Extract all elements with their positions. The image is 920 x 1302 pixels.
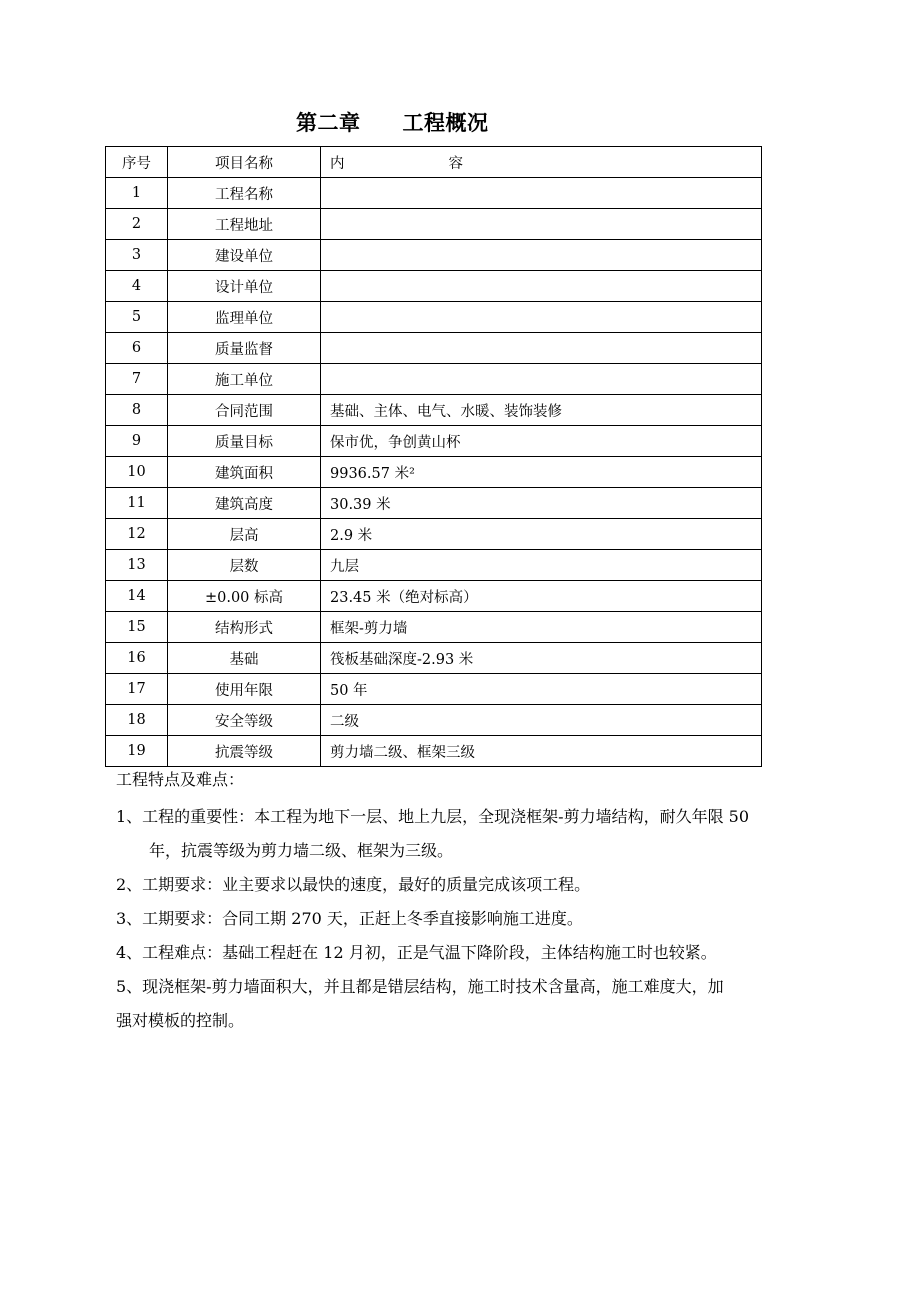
header-content-b: 容	[448, 155, 463, 172]
feature-line: 5、现浇框架-剪力墙面积大，并且都是错层结构，施工时技术含量高，施工难度大，加	[116, 977, 724, 996]
row-no: 2	[106, 209, 168, 240]
feature-line: 3、工期要求：合同工期 270 天，正赶上冬季直接影响施工进度。	[116, 909, 583, 928]
row-content: 9936.57 米²	[321, 457, 762, 488]
row-content: 剪力墙二级、框架三级	[321, 736, 762, 767]
row-no: 5	[106, 302, 168, 333]
feature-line-continued: 年，抗震等级为剪力墙二级、框架为三级。	[149, 841, 454, 860]
header-content	[321, 147, 762, 178]
table-row	[106, 178, 762, 209]
row-name: 建筑面积	[168, 457, 321, 488]
project-overview-table	[105, 146, 762, 767]
row-no: 11	[106, 488, 168, 519]
row-name: 建设单位	[168, 240, 321, 271]
table-row	[106, 240, 762, 271]
table-row	[106, 302, 762, 333]
row-content	[321, 178, 762, 209]
table-row	[106, 674, 762, 705]
row-content: 九层	[321, 550, 762, 581]
feature-item	[116, 970, 828, 1038]
row-no: 1	[106, 178, 168, 209]
row-name: 合同范围	[168, 395, 321, 426]
row-name: 基础	[168, 643, 321, 674]
row-no: 8	[106, 395, 168, 426]
feature-item	[116, 800, 828, 868]
feature-item	[116, 936, 828, 970]
table-header-row	[106, 147, 762, 178]
row-no: 13	[106, 550, 168, 581]
features-heading: 工程特点及难点：	[116, 770, 245, 789]
table-row	[106, 333, 762, 364]
row-name: 工程名称	[168, 178, 321, 209]
row-no: 9	[106, 426, 168, 457]
chapter-title	[296, 107, 489, 137]
table-row	[106, 736, 762, 767]
row-no: 7	[106, 364, 168, 395]
row-content: 保市优，争创黄山杯	[321, 426, 762, 457]
feature-line: 4、工程难点：基础工程赶在 12 月初，正是气温下降阶段，主体结构施工时也较紧。	[116, 943, 717, 962]
row-content: 50 年	[321, 674, 762, 705]
row-no: 4	[106, 271, 168, 302]
table-row	[106, 612, 762, 643]
row-name: 结构形式	[168, 612, 321, 643]
row-name: 使用年限	[168, 674, 321, 705]
row-no: 10	[106, 457, 168, 488]
row-name: 层数	[168, 550, 321, 581]
row-name: 抗震等级	[168, 736, 321, 767]
row-name: 安全等级	[168, 705, 321, 736]
row-name: 质量目标	[168, 426, 321, 457]
table-row	[106, 209, 762, 240]
row-content: 框架-剪力墙	[321, 612, 762, 643]
table-row	[106, 457, 762, 488]
table-row	[106, 271, 762, 302]
header-no: 序号	[106, 147, 168, 178]
row-content	[321, 333, 762, 364]
row-name: 设计单位	[168, 271, 321, 302]
table-row	[106, 519, 762, 550]
row-content	[321, 364, 762, 395]
features-list	[116, 800, 828, 1038]
row-name: 工程地址	[168, 209, 321, 240]
row-content: 30.39 米	[321, 488, 762, 519]
row-name: 施工单位	[168, 364, 321, 395]
row-no: 17	[106, 674, 168, 705]
row-content: 二级	[321, 705, 762, 736]
header-content-a: 内	[330, 155, 345, 172]
row-name: 监理单位	[168, 302, 321, 333]
row-name: ±0.00 标高	[168, 581, 321, 612]
row-no: 18	[106, 705, 168, 736]
feature-item	[116, 902, 828, 936]
row-content	[321, 209, 762, 240]
table-row	[106, 364, 762, 395]
table-row	[106, 426, 762, 457]
table-row	[106, 395, 762, 426]
row-no: 19	[106, 736, 168, 767]
feature-line: 2、工期要求：业主要求以最快的速度，最好的质量完成该项工程。	[116, 875, 591, 894]
table-row	[106, 705, 762, 736]
row-name: 建筑高度	[168, 488, 321, 519]
row-no: 15	[106, 612, 168, 643]
row-no: 12	[106, 519, 168, 550]
feature-item	[116, 868, 828, 902]
table-row	[106, 643, 762, 674]
row-content: 23.45 米（绝对标高）	[321, 581, 762, 612]
table-row	[106, 581, 762, 612]
chapter-number: 第二章	[296, 110, 361, 135]
row-no: 14	[106, 581, 168, 612]
feature-line-continued: 强对模板的控制。	[116, 1011, 245, 1030]
row-no: 6	[106, 333, 168, 364]
row-no: 16	[106, 643, 168, 674]
row-content	[321, 240, 762, 271]
row-content: 2.9 米	[321, 519, 762, 550]
feature-line: 1、工程的重要性：本工程为地下一层、地上九层，全现浇框架-剪力墙结构，耐久年限 50	[116, 807, 750, 826]
row-no: 3	[106, 240, 168, 271]
header-name: 项目名称	[168, 147, 321, 178]
row-content: 筏板基础深度-2.93 米	[321, 643, 762, 674]
row-content	[321, 271, 762, 302]
chapter-name: 工程概况	[402, 110, 489, 135]
table-row	[106, 550, 762, 581]
row-content: 基础、主体、电气、水暖、装饰装修	[321, 395, 762, 426]
row-content	[321, 302, 762, 333]
table-row	[106, 488, 762, 519]
row-name: 质量监督	[168, 333, 321, 364]
row-name: 层高	[168, 519, 321, 550]
